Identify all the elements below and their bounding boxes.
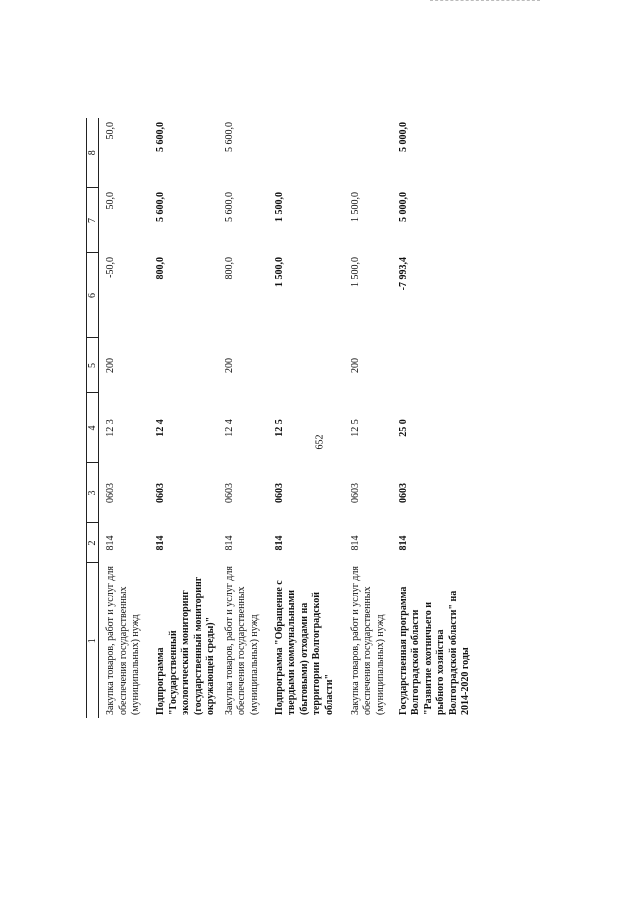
row-name: Подпрограмма "Государственный экологический мониторинг (государственный мониторинг окружающей среды)" xyxy=(155,576,216,715)
row-target: 12 5 xyxy=(349,419,361,437)
header-col-8: 8 xyxy=(87,118,99,188)
row-name: Закупка товаров, работ и услуг для обеспечения государственных (муниципальных) нужд xyxy=(349,566,386,715)
row-value-6: 1 500,0 xyxy=(273,257,285,287)
row-name: Закупка товаров, работ и услуг для обеспечения государственных (муниципальных) нужд xyxy=(223,566,260,715)
row-value-8: 5 000,0 xyxy=(397,122,409,152)
row-code: 814 xyxy=(223,535,235,551)
row-section: 0603 xyxy=(273,483,285,503)
row-code: 814 xyxy=(155,535,166,551)
row-code: 814 xyxy=(397,535,409,551)
row-code: 814 xyxy=(349,535,361,551)
row-type: 200 xyxy=(223,358,235,373)
header-col-3: 3 xyxy=(87,463,99,523)
table-row xyxy=(392,118,478,718)
header-row xyxy=(87,118,99,718)
table-row xyxy=(218,118,268,718)
header-col-6: 6 xyxy=(87,253,99,338)
rotated-table-container xyxy=(86,118,546,718)
row-value-8 xyxy=(268,118,344,188)
header-col-1: 1 xyxy=(87,563,99,718)
row-type xyxy=(392,338,478,393)
row-value-6: 800,0 xyxy=(155,257,166,280)
row-target: 12 5 xyxy=(273,419,285,437)
row-value-8: 5 600,0 xyxy=(155,122,166,152)
row-value-7: 5 600,0 xyxy=(155,192,166,222)
row-target: 12 4 xyxy=(155,419,166,437)
header-col-2: 2 xyxy=(87,523,99,563)
row-value-6: 1 500,0 xyxy=(349,257,361,287)
table-row xyxy=(99,118,150,718)
top-scan-mark xyxy=(430,0,540,3)
row-type: 200 xyxy=(349,358,361,373)
row-value-7: 5 600,0 xyxy=(223,192,235,222)
row-value-7: 50,0 xyxy=(105,192,116,210)
table-row xyxy=(344,118,392,718)
row-target: 25 0 xyxy=(397,419,409,437)
table-row xyxy=(149,118,218,718)
row-section: 0603 xyxy=(155,483,166,503)
header-col-5: 5 xyxy=(87,338,99,393)
page-number: 652 xyxy=(314,434,326,450)
row-value-8 xyxy=(344,118,392,188)
row-target: 12 4 xyxy=(223,419,235,437)
row-section: 0603 xyxy=(397,483,409,503)
row-value-6: -7 993,4 xyxy=(397,257,409,291)
row-type xyxy=(268,338,344,393)
row-code: 814 xyxy=(105,535,116,551)
row-section: 0603 xyxy=(223,483,235,503)
table-row xyxy=(268,118,344,718)
row-type: 200 xyxy=(105,358,116,373)
row-target: 12 3 xyxy=(105,419,116,437)
header-col-4: 4 xyxy=(87,393,99,463)
row-code: 814 xyxy=(273,535,285,551)
row-section: 0603 xyxy=(105,483,116,503)
row-value-6: -50,0 xyxy=(105,257,116,278)
row-value-8: 50,0 xyxy=(105,122,116,140)
row-value-6: 800,0 xyxy=(223,257,235,280)
row-name: Подпрограмма "Обращение с твердыми коммунальными (бытовыми) отходами на территории Волгоградской области" xyxy=(273,580,335,715)
row-value-7: 5 000,0 xyxy=(397,192,409,222)
row-name: Государственная программа Волгоградской области "Развитие охотничьего и рыбного хозяйства Волгоградской области" на 2014-2020 годы xyxy=(397,586,471,715)
row-type xyxy=(149,338,218,393)
row-value-7: 1 500,0 xyxy=(349,192,361,222)
row-section: 0603 xyxy=(349,483,361,503)
row-value-8: 5 600,0 xyxy=(223,122,235,152)
header-col-7: 7 xyxy=(87,188,99,253)
budget-table xyxy=(86,118,478,718)
row-name: Закупка товаров, работ и услуг для обеспечения государственных (муниципальных) нужд xyxy=(105,566,141,715)
row-value-7: 1 500,0 xyxy=(273,192,285,222)
